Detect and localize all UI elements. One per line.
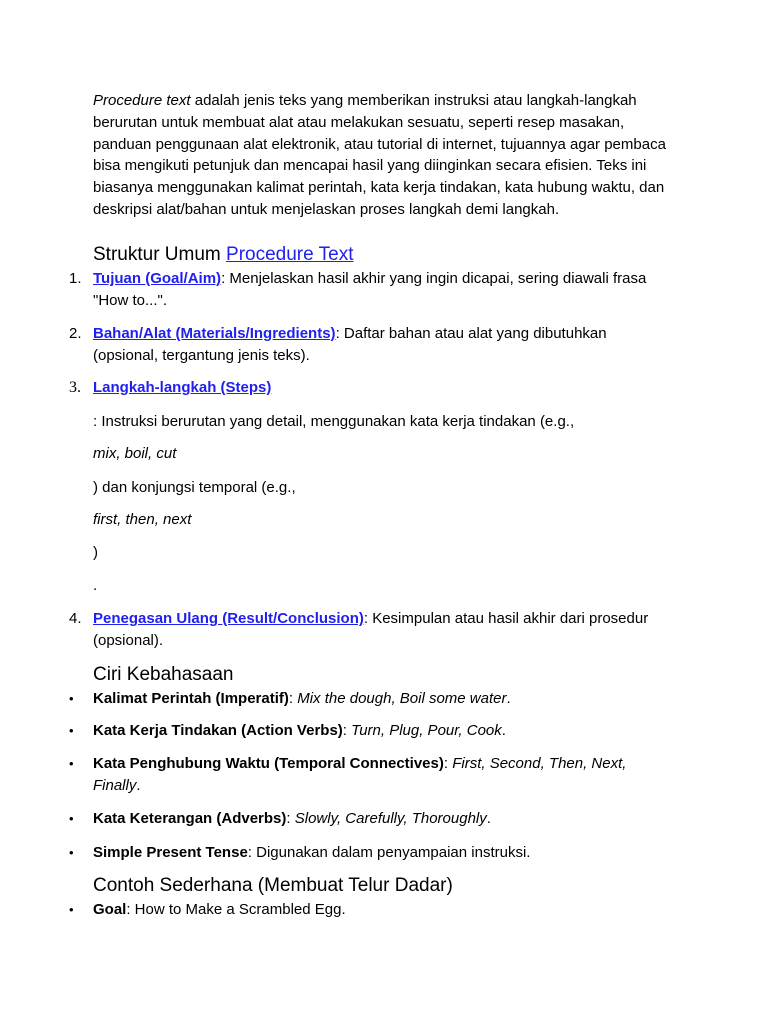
contoh-heading: Contoh Sederhana (Membuat Telur Dadar) <box>93 875 453 896</box>
ciri-example: First, Second, Then, Next, Finally <box>93 755 627 794</box>
penegasan-text: : Kesimpulan atau hasil akhir dari prosedur (opsional). <box>93 610 649 649</box>
langkah-line-2: mix, boil, cut <box>93 445 177 462</box>
list-item-bahan <box>93 323 653 367</box>
langkah-line-5: ) <box>93 544 98 561</box>
ciri-item-adverbs <box>93 808 683 830</box>
ciri-end: . <box>501 722 506 739</box>
bahan-text: : Daftar bahan atau alat yang dibutuhkan (opsional, tergantung jenis teks). <box>93 325 607 364</box>
list-item-penegasan <box>93 608 673 652</box>
list-number: 4. <box>69 610 82 627</box>
bullet-icon: • <box>69 902 74 917</box>
langkah-line-1: : Instruksi berurutan yang detail, menggunakan kata kerja tindakan (e.g., <box>93 413 575 430</box>
ciri-end: . <box>136 776 141 794</box>
ciri-sep: : <box>288 690 298 707</box>
list-item-tujuan <box>93 268 683 312</box>
bullet-icon: • <box>69 723 74 738</box>
bullet-icon: • <box>69 691 74 706</box>
ciri-label: Simple Present Tense <box>93 844 248 861</box>
ciri-item-action-verbs <box>93 720 683 742</box>
ciri-sep: : <box>247 844 257 861</box>
bullet-icon: • <box>69 845 74 860</box>
ciri-example: Turn, Plug, Pour, Cook <box>351 722 502 739</box>
list-item-langkah <box>93 377 683 399</box>
ciri-item-temporal <box>93 753 653 797</box>
ciri-heading: Ciri Kebahasaan <box>93 664 234 685</box>
intro-text: adalah jenis teks yang memberikan instruksi atau langkah-langkah berurutan untuk membuat alat atau melakukan sesuatu, seperti resep masakan, panduan penggunaan alat elektronik, atau tutorial di internet, tujuannya agar pembaca bisa mengikuti petunjuk dan mencapai hasil yang diinginkan secara efisien. Teks ini biasanya menggunakan kalimat perintah, kata kerja tindakan, kata hubung waktu, dan deskripsi alat/bahan untuk menjelaskan proses langkah demi langkah. <box>93 92 666 218</box>
ciri-label: Kata Penghubung Waktu (Temporal Connectives) <box>93 755 444 772</box>
ciri-label: Kalimat Perintah (Imperatif) <box>93 690 289 707</box>
bullet-icon: • <box>69 811 74 826</box>
struktur-heading <box>93 244 353 266</box>
ciri-plain: Digunakan dalam penyampaian instruksi. <box>256 844 531 861</box>
list-number: 2. <box>69 325 82 342</box>
procedure-text-link[interactable]: Procedure Text <box>226 244 354 265</box>
penegasan-link[interactable]: Penegasan Ulang (Result/Conclusion) <box>93 610 364 627</box>
langkah-line-6: . <box>93 577 98 594</box>
intro-term: Procedure text <box>93 92 191 109</box>
langkah-line-4: first, then, next <box>93 511 192 528</box>
intro-paragraph <box>93 90 668 221</box>
ciri-item-imperatif <box>93 688 683 710</box>
list-number: 1. <box>69 270 82 287</box>
contoh-label: Goal <box>93 901 127 918</box>
bahan-link[interactable]: Bahan/Alat (Materials/Ingredients) <box>93 325 336 342</box>
ciri-sep: : <box>342 722 352 739</box>
tujuan-link[interactable]: Tujuan (Goal/Aim) <box>93 270 222 287</box>
ciri-example: Slowly, Carefully, Thoroughly <box>294 810 487 827</box>
tujuan-text: : Menjelaskan hasil akhir yang ingin dicapai, sering diawali frasa "How to...". <box>93 270 647 309</box>
langkah-link[interactable]: Langkah-langkah (Steps) <box>93 379 272 396</box>
ciri-sep: : <box>286 810 295 827</box>
ciri-label: Kata Keterangan (Adverbs) <box>93 810 287 827</box>
ciri-sep: : <box>443 755 453 772</box>
langkah-line-3: ) dan konjungsi temporal (e.g., <box>93 479 296 496</box>
list-number: 3. <box>69 379 81 396</box>
contoh-text: : How to Make a Scrambled Egg. <box>126 901 346 918</box>
ciri-label: Kata Kerja Tindakan (Action Verbs) <box>93 722 343 739</box>
ciri-end: . <box>506 690 511 707</box>
ciri-example: Mix the dough, Boil some water <box>297 690 507 707</box>
ciri-item-simple-present <box>93 842 683 864</box>
struktur-heading-prefix: Struktur Umum <box>93 244 227 265</box>
bullet-icon: • <box>69 756 74 771</box>
ciri-end: . <box>486 810 491 827</box>
contoh-item-goal <box>93 899 683 921</box>
